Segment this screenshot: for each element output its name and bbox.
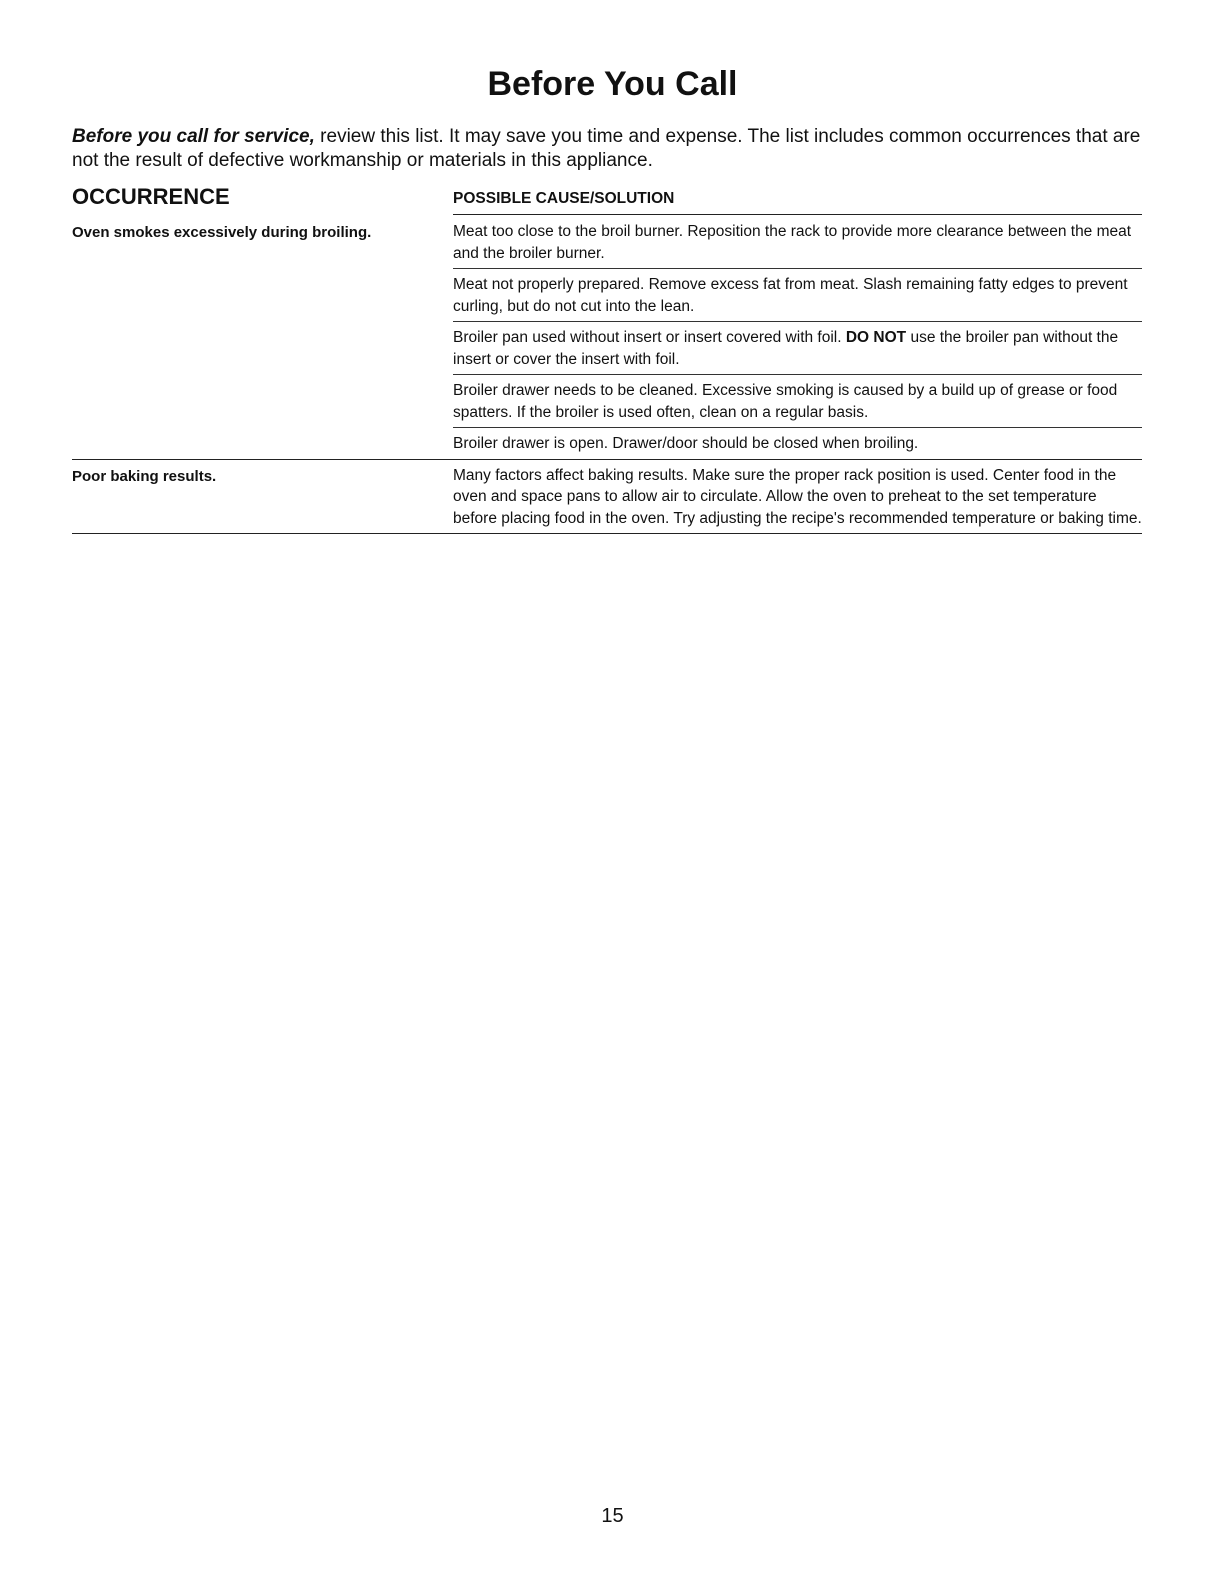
causes-cell (453, 460, 1142, 534)
cause-text: Broiler pan used without insert or insert covered with foil. (453, 329, 846, 346)
page-title: Before You Call (487, 65, 738, 103)
cause-item: Meat not properly prepared. Remove excess fat from meat. Slash remaining fatty edges to prevent curling, but do not cut into the lean. (453, 269, 1142, 322)
occurrence-cell: Poor baking results. (72, 467, 217, 485)
cause-item: Meat too close to the broil burner. Reposition the rack to provide more clearance between the meat and the broiler burner. (453, 216, 1142, 269)
cause-item: Many factors affect baking results. Make sure the proper rack position is used. Center food in the oven and space pans to allow air to circulate. Allow the oven to preheat to the set temperature before placing food in the oven. Try adjusting the recipe's recommended temperature or baking time. (453, 466, 1142, 527)
table-row (72, 460, 1142, 535)
cause-item (453, 322, 1142, 375)
cause-text: use the broiler pan without the insert or cover the insert with foil. (453, 329, 1119, 368)
column-headers (72, 183, 1142, 213)
intro-text: review this list. It may save you time and expense. The list includes common occurrences that are not the result of defective workmanship or materials in this appliance. (72, 126, 1141, 171)
intro-lead: Before you call for service, (72, 126, 315, 147)
cause-item: Broiler drawer needs to be cleaned. Excessive smoking is caused by a build up of grease or food spatters. If the broiler is used often, clean on a regular basis. (453, 375, 1142, 428)
table-row (72, 216, 1142, 460)
occurrence-column-header: OCCURRENCE (72, 184, 230, 209)
cause-item: Broiler drawer is open. Drawer/door should be closed when broiling. (453, 435, 919, 452)
intro-paragraph (72, 125, 1147, 173)
cause-emphasis: DO NOT (845, 329, 907, 346)
causes-cell (453, 216, 1142, 459)
cause-solution-column-header: POSSIBLE CAUSE/SOLUTION (453, 190, 675, 207)
occurrence-cell: Oven smokes excessively during broiling. (72, 224, 372, 241)
troubleshooting-table (72, 216, 1142, 534)
header-divider (453, 214, 1142, 215)
page-number: 15 (601, 1505, 624, 1527)
